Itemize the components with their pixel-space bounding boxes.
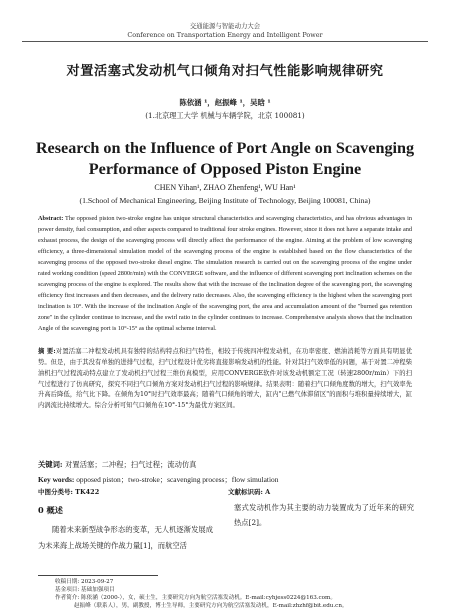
chinese-affiliation: (1.北京理工大学 机械与车辆学院，北京 100081) bbox=[145, 111, 305, 120]
document-code: 文献标识码: A bbox=[228, 488, 271, 496]
english-abstract bbox=[38, 213, 412, 334]
chinese-title: 对置活塞式发动机气口倾角对扫气性能影响规律研究 bbox=[66, 64, 384, 79]
english-title bbox=[0, 138, 450, 180]
conference-header-cn: 交通能源与智能动力大会 bbox=[189, 22, 261, 30]
english-authors: CHEN Yihan¹, ZHAO Zhenfeng¹, WU Han¹ bbox=[154, 183, 296, 192]
english-abstract-text: The opposed piston two-stroke engine has unique structural characteristics and scavenging characteristics, and has obvious advantages in power density, fuel consumption, and other aspects compared to traditional four stroke engines. However, since it does not have a separate intake and exhaust process, the design of the scavenging process will directly affect the performance of the engine. Aiming at the problem of low scavenging efficiency, a three-dimensional simulation model of the scavenging process of the engine is established based on the flow characteristics of the scavenging process of the opposed two-stroke diesel engine. The simulation research is carried out on the scavenging process of the engine under rated working condition (speed 2800r/min) with the CONVERGE software, and the influence of different scavenging port inclination schemes on the scavenging process of the engine is explored. The results show that with the increase of the inclination degree of the scavenging port, the scavenging efficiency first increases and then decreases, and the delivery ratio decreases. Also, the scavenging efficiency is the highest when the scavenging port inclination is 10°. With the increase of the inclination Angle of the scavenging port, the area and accumulation amount of the "burned gas retention zone" in the cylinder continue to increase, and the swirl ratio in the cylinder continues to increase. Comprehensive analysis shows that the inclination Angle of the scavenging port is 10°-15° as the optimal scheme interval. bbox=[38, 215, 413, 332]
section-heading: 0 概述 bbox=[38, 505, 63, 515]
chinese-keywords-label: 关键词: bbox=[38, 460, 63, 469]
body-paragraph-left: 随着未来新型战争形态的变革，无人机逐渐发展成为未来海上战场关键的作战力量[1]，而航空活 bbox=[38, 525, 213, 550]
chinese-abstract-text: 对置活塞二冲程发动机具有独特的结构特点和扫气特性，相较于传统四冲程发动机，在功率密度、燃油消耗等方面具有明显优势。但是，由于其没有单独的进排气过程，扫气过程设计优劣将直接影响发动机的性能。针对其扫气效率低的问题，基于对置二冲程柴油机扫气过程流动特点建立了发动机扫气过程三维仿真模型，应用CONVERGE软件对该发动机额定工况（转速2800r/min）下的扫气过程进行了仿真研究，探究不同扫气口倾角方案对发动机扫气过程的影响规律。结果表明：随着扫气口倾角度数的增大，扫气效率先升高后降低，给气比下降。在倾角为10°时扫气效率最高；随着气口倾角的增大，缸内"已燃气体滞留区"的面积与堆积量持续增大，缸内涡流比持续增大。综合分析可知气口倾角在10°-15°为最优方案区间。 bbox=[38, 348, 412, 410]
english-abstract-label: Abstract: bbox=[38, 215, 64, 222]
body-paragraph-right: 塞式发动机作为其主要的动力装置成为了近年来的研究热点[2]。 bbox=[234, 503, 414, 527]
chinese-abstract-label: 摘 要: bbox=[38, 348, 56, 355]
footnote-divider bbox=[38, 575, 158, 576]
english-title-line2: Performance of Opposed Piston Engine bbox=[88, 160, 362, 178]
clc-number: 中图分类号: TK422 bbox=[38, 488, 100, 496]
header-divider bbox=[22, 41, 428, 42]
classification-row bbox=[38, 487, 412, 496]
chinese-authors: 陈依涵 ¹，赵振峰 ¹，吴晗 ¹ bbox=[179, 98, 271, 107]
footnote-received: 收稿日期: 2023-09-27 bbox=[55, 579, 114, 585]
english-keywords bbox=[38, 474, 278, 485]
english-keywords-text: opposed piston；two-stroke；scavenging process；flow simulation bbox=[76, 475, 279, 484]
english-title-line1: Research on the Influence of Port Angle on Scavenging bbox=[35, 139, 415, 157]
english-affiliation: (1.School of Mechanical Engineering, Beijing Institute of Technology, Beijing 100081, China) bbox=[79, 196, 371, 205]
chinese-keywords-text: 对置活塞；二冲程；扫气过程；流动仿真 bbox=[65, 460, 197, 469]
chinese-keywords bbox=[38, 460, 196, 470]
footnote-author2: 赵振峰（联系人），男，副教授，博士生导师，主要研究方向为航空活塞发动机，E-mail:zhzhf@bit.edu.cn。 bbox=[74, 603, 348, 609]
footnote-author1: 作者简介: 陈依涵（2000-），女，硕士生，主要研究方向为航空活塞发动机。E-mail:cyhjess0224@163.com。 bbox=[55, 595, 336, 601]
conference-header-en: Conference on Transportation Energy and Intelligent Power bbox=[127, 31, 323, 39]
footnote-fund: 基金项目: 基础加强项目 bbox=[55, 587, 115, 593]
english-keywords-label: Key words: bbox=[38, 475, 75, 484]
chinese-abstract bbox=[38, 347, 412, 412]
